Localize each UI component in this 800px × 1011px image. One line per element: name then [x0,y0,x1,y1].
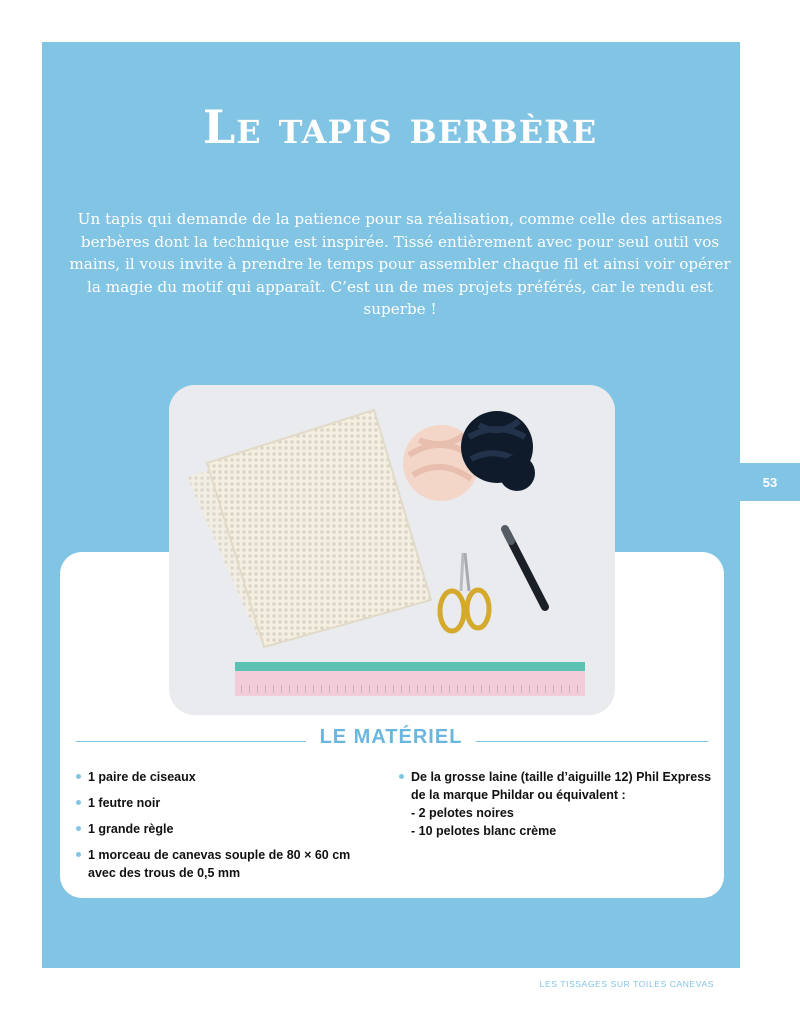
list-item: 1 feutre noir [76,794,376,812]
list-item: 1 morceau de canevas souple de 80 × 60 cm avec des trous de 0,5 mm [76,846,376,882]
divider-left [76,741,306,742]
yarn-cream-count: - 10 pelotes blanc crème [411,824,557,838]
page-number: 53 [762,474,778,490]
yarn-black-count: - 2 pelotes noires [411,806,514,820]
list-item: 1 paire de ciseaux [76,768,376,786]
divider-right [476,741,708,742]
list-item: 1 grande règle [76,820,376,838]
materials-photo [169,385,615,715]
page-title: Le tapis berbère [202,100,598,154]
materials-list-right [399,768,714,840]
intro-paragraph: Un tapis qui demande de la patience pour sa réalisation, comme celle des artisanes berbères dont la technique est inspirée. Tissé entièrement avec pour seul outil vos mains, il vous invite à prendre le temps pour assembler chaque fil et ainsi voir opérer la magie du motif qui apparaît. C’est un de mes projets préférés, car le rendu est superbe ! [69,210,731,318]
page-number-tab [740,463,800,501]
materials-heading: LE MATÉRIEL [319,726,463,748]
running-footer: LES TISSAGES SUR TOILES CANEVAS [539,979,714,989]
yarn-description: De la grosse laine (taille d’aiguille 12) Phil Express de la marque Phildar ou équivalent : [411,770,712,802]
materials-list-left [76,768,376,890]
ruler-illustration [235,662,585,696]
list-item-yarn [399,768,714,840]
